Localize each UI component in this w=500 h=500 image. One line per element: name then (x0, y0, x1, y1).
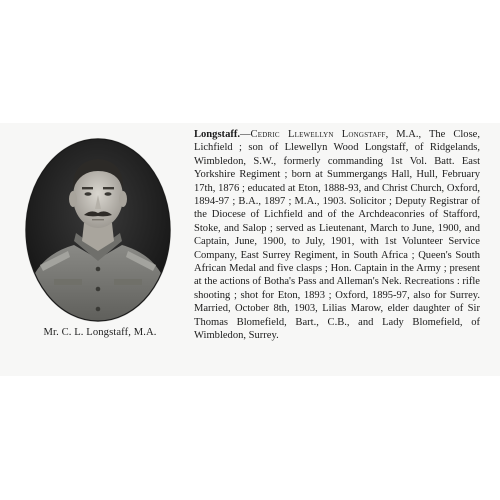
entry-surname: Longstaff. (194, 129, 240, 140)
biography-entry (194, 128, 480, 343)
portrait-photo (24, 137, 172, 323)
entry-full-name: Cedric Llewellyn Longstaff (250, 129, 386, 140)
entry-dash: — (240, 129, 251, 140)
entry-body: , M.A., The Close, Lichfield ; son of Llewellyn Wood Longstaff, of Ridgelands, Wimbledon, S.W., formerly commanding 1st Vol. Batt. East Yorkshire Regiment ; born at Summergangs Hall, Hull, February 17th, 1876 ; educated at Eton, 1888-93, and Christ Church, Oxford, 1894-97 ; B.A., 1897 ; M.A., 1903. Solicitor ; Deputy Registrar of the Diocese of Lichfield and of the Archdeaconries of Stafford, Stoke, and Salop ; served as Lieutenant, March to June, 1900, and Captain, June, 1900, to July, 1901, with 1st Volunteer Service Company, East Surrey Regiment, in South Africa ; Queen's South African Medal and five clasps ; Hon. Captain in the Army ; present at the actions of Botha's Pass and Alleman's Nek. Recreations : rifle shooting ; shot for Eton, 1893 ; Oxford, 1895-97, also for Surrey. Married, October 8th, 1903, Lilias Marow, elder daughter of Sir Thomas Blomefield, Bart., C.B., and Lady Blomefield, of Wimbledon, Surrey. (194, 129, 480, 342)
portrait-caption: Mr. C. L. Longstaff, M.A. (43, 327, 157, 338)
